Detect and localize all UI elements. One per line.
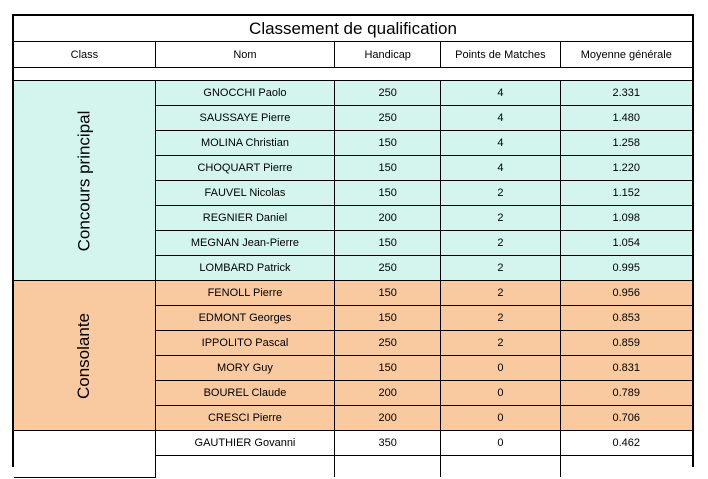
- cell-handicap: 250: [335, 81, 441, 106]
- cell-handicap: [335, 456, 441, 478]
- header-handicap: Handicap: [335, 42, 441, 68]
- spacer-row: [14, 68, 692, 81]
- cell-moyenne: 0.789: [560, 381, 692, 406]
- cell-points: 0: [441, 431, 560, 456]
- cell-nom: SAUSSAYE Pierre: [155, 106, 334, 131]
- cell-handicap: 250: [335, 106, 441, 131]
- cell-moyenne: 0.706: [560, 406, 692, 431]
- ranking-table: [14, 41, 692, 478]
- cell-moyenne: 0.853: [560, 306, 692, 331]
- cell-points: [441, 456, 560, 478]
- cell-handicap: 200: [335, 406, 441, 431]
- cell-points: 4: [441, 81, 560, 106]
- cell-points: 0: [441, 381, 560, 406]
- group-label-cell: [14, 81, 155, 281]
- cell-handicap: 200: [335, 206, 441, 231]
- cell-points: 2: [441, 306, 560, 331]
- cell-points: 4: [441, 106, 560, 131]
- table-row: [14, 431, 692, 456]
- cell-handicap: 250: [335, 331, 441, 356]
- cell-moyenne: [560, 456, 692, 478]
- cell-points: 2: [441, 231, 560, 256]
- cell-moyenne: 0.831: [560, 356, 692, 381]
- cell-handicap: 150: [335, 356, 441, 381]
- cell-handicap: 150: [335, 281, 441, 306]
- cell-points: 4: [441, 156, 560, 181]
- cell-moyenne: 1.258: [560, 131, 692, 156]
- cell-nom: EDMONT Georges: [155, 306, 334, 331]
- qualification-sheet: [12, 14, 694, 467]
- header-class: Class: [14, 42, 155, 68]
- header-nom: Nom: [155, 42, 334, 68]
- table-row: [14, 81, 692, 106]
- cell-handicap: 150: [335, 231, 441, 256]
- cell-handicap: 150: [335, 156, 441, 181]
- cell-handicap: 150: [335, 181, 441, 206]
- cell-moyenne: 0.956: [560, 281, 692, 306]
- group-label-cell: [14, 281, 155, 431]
- cell-moyenne: 1.098: [560, 206, 692, 231]
- cell-points: 2: [441, 281, 560, 306]
- cell-moyenne: 2.331: [560, 81, 692, 106]
- header-moyenne: Moyenne générale: [560, 42, 692, 68]
- header-points: Points de Matches: [441, 42, 560, 68]
- cell-handicap: 350: [335, 431, 441, 456]
- cell-moyenne: 0.995: [560, 256, 692, 281]
- cell-nom: MORY Guy: [155, 356, 334, 381]
- cell-nom: FENOLL Pierre: [155, 281, 334, 306]
- cell-nom: GAUTHIER Govanni: [155, 431, 334, 456]
- cell-nom: REGNIER Daniel: [155, 206, 334, 231]
- cell-moyenne: 0.859: [560, 331, 692, 356]
- cell-points: 2: [441, 206, 560, 231]
- cell-points: 2: [441, 331, 560, 356]
- cell-nom: MOLINA Christian: [155, 131, 334, 156]
- cell-handicap: 150: [335, 306, 441, 331]
- cell-moyenne: 1.480: [560, 106, 692, 131]
- group-label-cell: [14, 431, 155, 478]
- cell-moyenne: 0.462: [560, 431, 692, 456]
- group-label: Consolante: [74, 312, 94, 399]
- cell-moyenne: 1.220: [560, 156, 692, 181]
- cell-points: 2: [441, 256, 560, 281]
- cell-nom: BOUREL Claude: [155, 381, 334, 406]
- cell-nom: [155, 456, 334, 478]
- cell-nom: LOMBARD Patrick: [155, 256, 334, 281]
- cell-nom: FAUVEL Nicolas: [155, 181, 334, 206]
- cell-nom: IPPOLITO Pascal: [155, 331, 334, 356]
- cell-nom: MEGNAN Jean-Pierre: [155, 231, 334, 256]
- cell-points: 4: [441, 131, 560, 156]
- sheet-title: Classement de qualification: [14, 16, 692, 42]
- cell-nom: CRESCI Pierre: [155, 406, 334, 431]
- cell-points: 0: [441, 356, 560, 381]
- cell-nom: CHOQUART Pierre: [155, 156, 334, 181]
- cell-handicap: 250: [335, 256, 441, 281]
- table-row: [14, 281, 692, 306]
- cell-handicap: 200: [335, 381, 441, 406]
- spacer-cell: [14, 68, 692, 81]
- header-row: [14, 42, 692, 68]
- group-label: Concours principal: [74, 110, 94, 251]
- cell-moyenne: 1.054: [560, 231, 692, 256]
- cell-points: 0: [441, 406, 560, 431]
- cell-handicap: 150: [335, 131, 441, 156]
- cell-moyenne: 1.152: [560, 181, 692, 206]
- cell-points: 2: [441, 181, 560, 206]
- cell-nom: GNOCCHI Paolo: [155, 81, 334, 106]
